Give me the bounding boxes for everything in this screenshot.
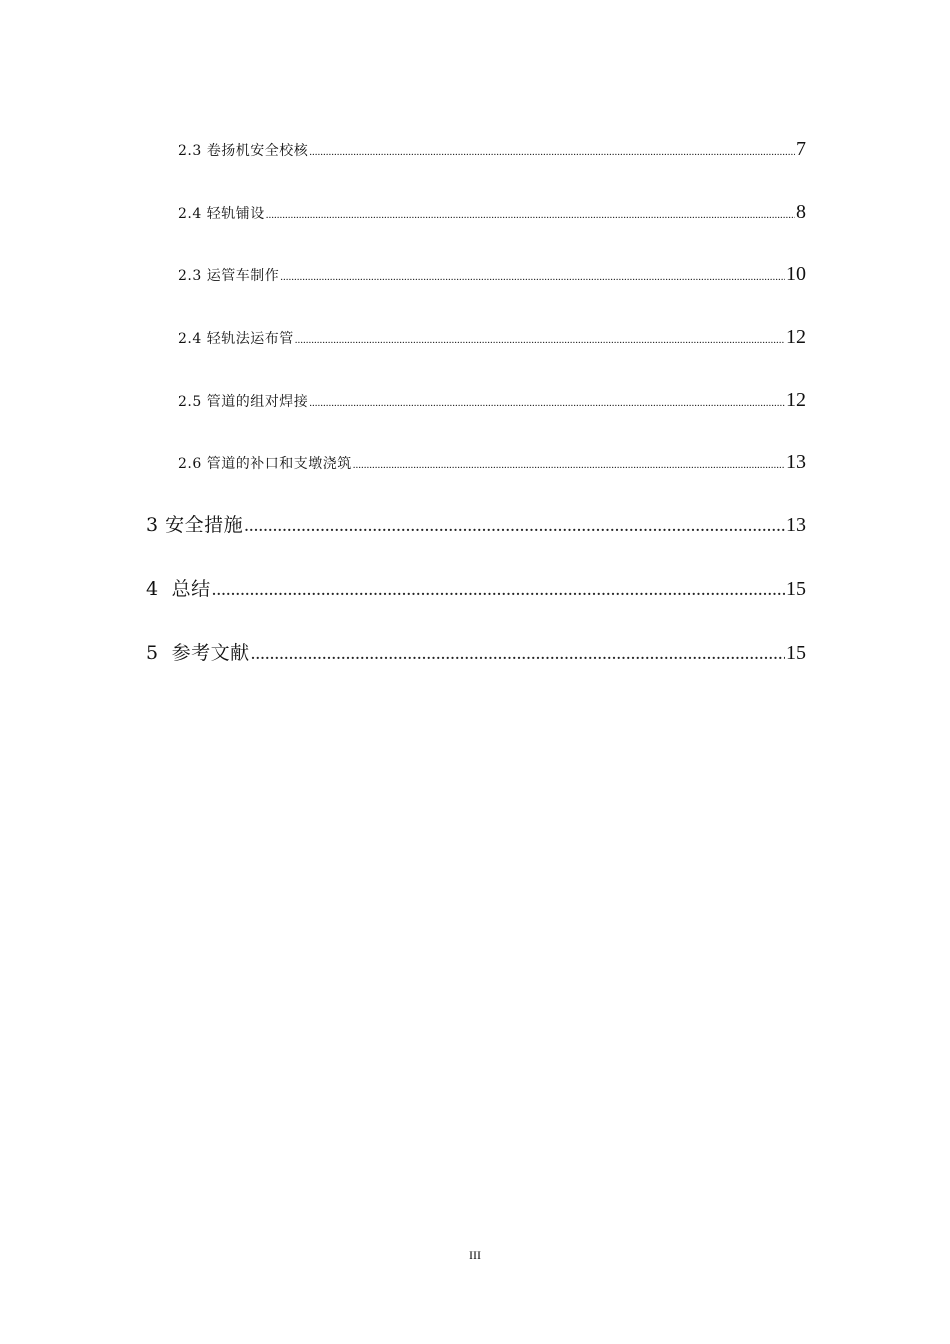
page-number: III xyxy=(469,1248,481,1262)
toc-entry-label: 2.5 管道的组对焊接 xyxy=(178,394,309,410)
toc-dot-leader xyxy=(295,334,785,346)
toc-dot-leader xyxy=(212,579,785,601)
toc-entry-rail-pipe-transport[interactable] xyxy=(178,326,806,350)
toc-dot-leader xyxy=(280,271,785,283)
toc-dot-leader xyxy=(244,515,785,537)
toc-dot-leader xyxy=(309,397,785,409)
toc-entry-page: 8 xyxy=(796,201,806,223)
toc-entry-label: 2.4 轻轨法运布管 xyxy=(178,331,294,347)
toc-entry-label: 2.4 轻轨铺设 xyxy=(178,206,265,222)
toc-dot-leader xyxy=(251,643,785,665)
toc-entry-label: 2.3 运管车制作 xyxy=(178,268,280,284)
toc-entry-page: 7 xyxy=(796,138,806,160)
toc-dot-leader xyxy=(266,209,795,221)
toc-dot-leader xyxy=(309,146,795,158)
toc-entry-page: 13 xyxy=(786,514,806,536)
toc-entry-joint-coating-pier[interactable] xyxy=(178,451,806,475)
toc-entry-pipe-cart-making[interactable] xyxy=(178,263,806,287)
toc-entry-page: 10 xyxy=(786,263,806,285)
toc-entry-winch-safety-check[interactable] xyxy=(178,138,806,162)
toc-entry-page: 12 xyxy=(786,326,806,348)
toc-entry-page: 15 xyxy=(786,578,806,600)
toc-entry-label: 2.6 管道的补口和支墩浇筑 xyxy=(178,456,352,472)
toc-entry-references[interactable] xyxy=(146,638,806,668)
toc-entry-page: 12 xyxy=(786,389,806,411)
toc-entry-summary[interactable] xyxy=(146,574,806,604)
toc-entry-label: 2.3 卷扬机安全校核 xyxy=(178,143,309,159)
toc-entry-light-rail-laying[interactable] xyxy=(178,201,806,225)
toc-dot-leader xyxy=(353,459,785,471)
toc-entry-page: 13 xyxy=(786,451,806,473)
toc-entry-label: 3 安全措施 xyxy=(146,514,244,536)
toc-entry-label: 5 参考文献 xyxy=(146,642,250,664)
toc-entry-page: 15 xyxy=(786,642,806,664)
toc-entry-label: 4 总结 xyxy=(146,578,211,600)
toc-entry-safety-measures[interactable] xyxy=(146,510,806,540)
toc-entry-pipe-welding[interactable] xyxy=(178,389,806,413)
